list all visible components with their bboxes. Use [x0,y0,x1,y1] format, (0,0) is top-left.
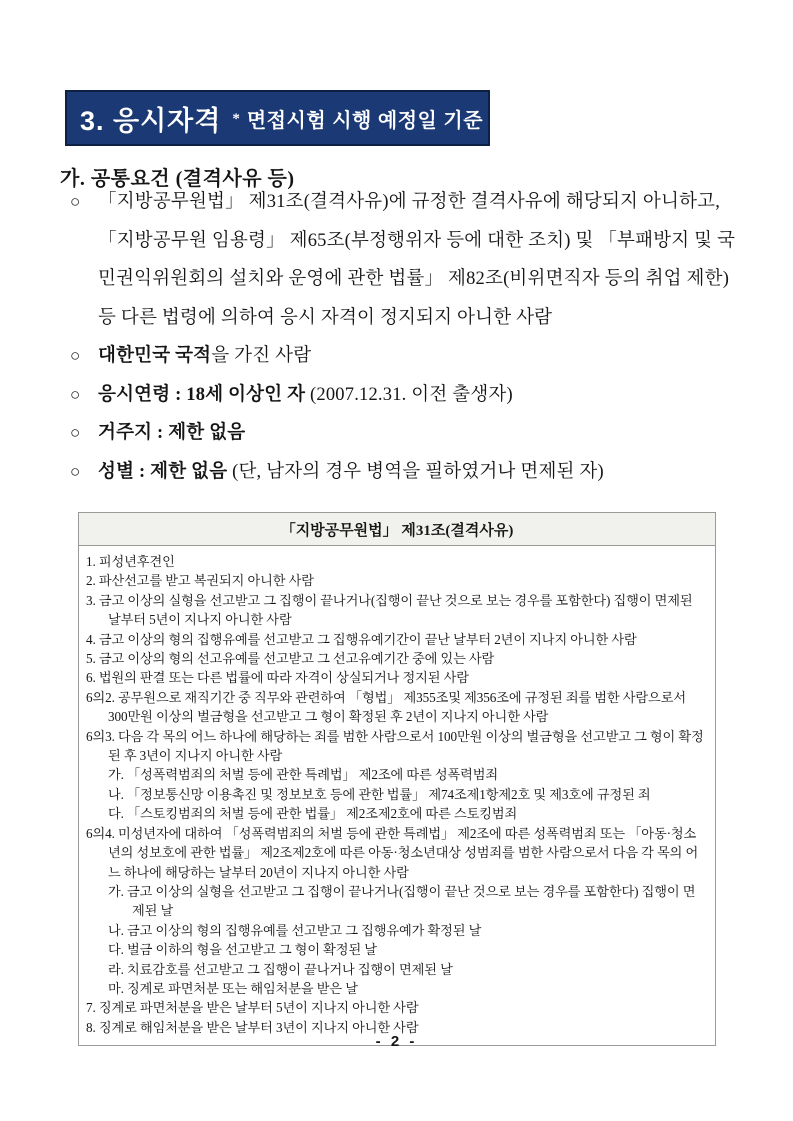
law-clause: 6의3. 다음 각 목의 어느 하나에 해당하는 죄를 범한 사람으로서 100만원 이상의 벌금형을 선고받고 그 형이 확정된 후 3년이 지나지 아니한 사람 [86,728,704,764]
list-item-text: (2007.12.31. 이전 출생자) [305,384,513,405]
circle-bullet-icon: ○ [70,461,81,481]
law-clause: 1. 피성년후견인 [86,554,175,569]
list-item [70,183,748,337]
law-table-body [79,546,715,1045]
law-subclause: 다. 「스토킹범죄의 처벌 등에 관한 법률」 제2조제2호에 따른 스토킹범죄 [108,806,518,822]
list-item [70,453,748,492]
law-subclause: 가. 「성폭력범죄의 처벌 등에 관한 특례법」 제2조에 따른 성폭력범죄 [108,767,499,783]
requirements-list [70,183,748,491]
law-subclause: 마. 징계로 파면처분 또는 해임처분을 받은 날 [108,980,358,996]
circle-bullet-icon: ○ [70,384,81,404]
law-clause: 6의4. 미성년자에 대하여 「성폭력범죄의 처벌 등에 관한 특례법」 제2조에 따른 성폭력범죄 또는 「아동·청소년의 성보호에 관한 법률」 제2조제2호에 따른 아동·청소년대상 성범죄를 범한 사람으로서 다음 각 목의 어느 하나에 해당하는 날부터 20년이 지나지 아니한 사람 [86,825,699,880]
list-item-text: 「지방공무원법」 제31조(결격사유)에 규정한 결격사유에 해당되지 아니하고, 「지방공무원 임용령」 제65조(부정행위자 등에 대한 조치) 및 「부패방지 및 국민권익위원회의 설치와 운영에 관한 법률」 제82조(비위면직자 등의 취업 제한) 등 다른 법령에 의하여 응시 자격이 정지되지 아니한 사람 [98,192,736,328]
section-banner [65,90,490,146]
section-heading: 가. 공통요건 (결격사유 등) [60,168,295,190]
law-table-header: 「지방공무원법」 제31조(결격사유) [79,513,715,546]
list-item-emphasis: 성별 : 제한 없음 [98,461,228,482]
list-item-emphasis: 대한민국 국적 [98,346,212,366]
law-subclause: 나. 「정보통신망 이용촉진 및 정보보호 등에 관한 법률」 제74조제1항제2호 및 제3호에 규정된 죄 [108,786,651,802]
list-item [70,376,748,415]
law-subclause: 나. 금고 이상의 형의 집행유예를 선고받고 그 집행유예가 확정된 날 [108,922,482,938]
list-item-emphasis: 거주지 : 제한 없음 [98,423,246,443]
asterisk-icon: * [232,110,240,127]
law-clause: 8. 징계로 해임처분을 받은 날부터 3년이 지나지 아니한 사람 [86,1019,419,1035]
banner-subtitle: 면접시험 시행 예정일 기준 [246,109,484,132]
circle-bullet-icon: ○ [70,192,81,211]
law-clause: 6의2. 공무원으로 재직기간 중 직무와 관련하여 「형법」 제355조및 제356조에 규정된 죄를 범한 사람으로서 300만원 이상의 벌금형을 선고받고 그 형이 확정된 후 2년이 지나지 아니한 사람 [86,689,686,725]
law-clause: 3. 금고 이상의 실형을 선고받고 그 집행이 끝나거나(집행이 끝난 것으로 보는 경우를 포함한다) 집행이 면제된 날부터 5년이 지나지 아니한 사람 [86,592,693,628]
list-item-text: 을 가진 사람 [211,346,312,366]
page-number: - 2 - [375,1033,418,1050]
banner-title: 3. 응시자격 [80,105,222,136]
law-clause: 6. 법원의 판결 또는 다른 법률에 따라 자격이 상실되거나 정지된 사람 [86,670,469,686]
law-clause: 5. 금고 이상의 형의 선고유예를 선고받고 그 선고유예기간 중에 있는 사람 [86,651,495,667]
list-item-emphasis: 응시연령 : 18세 이상인 자 [98,384,306,405]
law-clause: 7. 징계로 파면처분을 받은 날부터 5년이 지나지 아니한 사람 [86,1000,419,1016]
law-subclause: 다. 벌금 이하의 형을 선고받고 그 형이 확정된 날 [108,942,377,958]
law-article-table [78,512,716,1046]
law-subclause: 가. 금고 이상의 실형을 선고받고 그 집행이 끝나거나(집행이 끝난 것으로 보는 경우를 포함한다) 집행이 면제된 날 [108,883,696,919]
list-item [70,337,748,376]
law-subclause: 라. 치료감호를 선고받고 그 집행이 끝나거나 집행이 면제된 날 [108,961,453,977]
circle-bullet-icon: ○ [70,346,81,365]
law-clause: 4. 금고 이상의 형의 집행유예를 선고받고 그 집행유예기간이 끝난 날부터 2년이 지나지 아니한 사람 [86,631,637,647]
list-item [70,414,748,453]
list-item-text: (단, 남자의 경우 병역을 필하였거나 면제된 자) [227,461,604,482]
circle-bullet-icon: ○ [70,423,81,442]
law-clause: 2. 파산선고를 받고 복권되지 아니한 사람 [86,573,314,589]
